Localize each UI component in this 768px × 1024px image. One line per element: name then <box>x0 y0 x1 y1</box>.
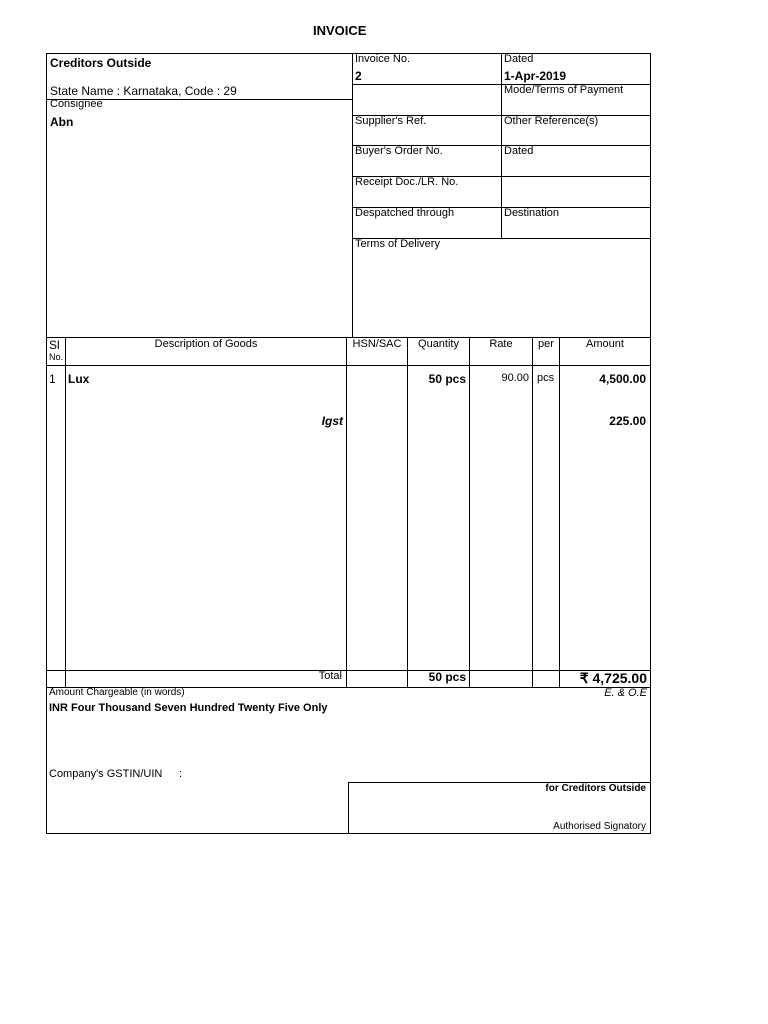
frame-right-border <box>650 53 651 834</box>
dated2-label: Dated <box>504 145 534 157</box>
invoice-no-value: 2 <box>355 69 362 83</box>
dated-value: 1-Apr-2019 <box>504 69 567 83</box>
header-hsn: HSN/SAC <box>352 338 402 350</box>
col-divider-per <box>559 337 560 687</box>
col-divider-hsn <box>407 337 408 687</box>
header-sl: Sl <box>49 338 60 352</box>
item-per: pcs <box>537 372 555 384</box>
gstin-label: Company's GSTIN/UIN <box>49 768 163 780</box>
tax-label: Igst <box>321 414 343 428</box>
total-label: Total <box>318 670 342 682</box>
destination-label: Destination <box>504 207 560 219</box>
header-amount: Amount <box>586 338 624 350</box>
table-top-border <box>46 337 651 338</box>
col-divider-desc <box>346 337 347 687</box>
signature-box-left <box>348 782 349 834</box>
header-per: per <box>538 338 554 350</box>
item-description: Lux <box>68 372 90 386</box>
total-amount: ₹ 4,725.00 <box>579 670 647 686</box>
for-company: for Creditors Outside <box>545 783 646 794</box>
seller-state: State Name : Karnataka, Code : 29 <box>50 84 237 98</box>
buyers-order-label: Buyer's Order No. <box>355 145 443 157</box>
amount-words: INR Four Thousand Seven Hundred Twenty Five Only <box>49 702 328 714</box>
mode-terms-label: Mode/Terms of Payment <box>504 84 624 96</box>
header-sl-no: No. <box>49 352 64 362</box>
header-description: Description of Goods <box>154 338 258 350</box>
seller-name: Creditors Outside <box>50 56 152 70</box>
item-rate: 90.00 <box>501 372 529 384</box>
table-header-bottom <box>46 365 651 366</box>
amount-words-label: Amount Chargeable (in words) <box>49 687 185 698</box>
dated-label: Dated <box>504 53 534 65</box>
item-amount: 4,500.00 <box>599 372 646 386</box>
header-divider <box>352 53 353 337</box>
header-rate: Rate <box>489 338 513 350</box>
gstin-colon: : <box>179 768 183 780</box>
tax-amount: 225.00 <box>609 414 646 428</box>
authorised-signatory: Authorised Signatory <box>553 821 646 832</box>
col-divider-qty <box>469 337 470 687</box>
eoe-label: E. & O.E <box>604 687 647 699</box>
terms-delivery-label: Terms of Delivery <box>355 238 440 250</box>
header-quantity: Quantity <box>418 338 459 350</box>
item-quantity: 50 pcs <box>428 372 466 386</box>
frame-top-border <box>46 53 651 54</box>
receipt-doc-label: Receipt Doc./LR. No. <box>355 176 459 188</box>
consignee-label: Consignee <box>50 98 103 110</box>
invoice-title: INVOICE <box>313 23 367 38</box>
other-ref-label: Other Reference(s) <box>504 115 599 127</box>
despatched-label: Despatched through <box>355 207 455 219</box>
col-divider-sl <box>65 337 66 687</box>
consignee-name: Abn <box>50 115 74 129</box>
suppliers-ref-label: Supplier's Ref. <box>355 115 427 127</box>
invoice-no-label: Invoice No. <box>355 53 411 65</box>
total-quantity: 50 pcs <box>428 670 466 684</box>
frame-left-border <box>46 53 47 834</box>
col-divider-rate <box>532 337 533 687</box>
item-sl: 1 <box>49 372 56 386</box>
